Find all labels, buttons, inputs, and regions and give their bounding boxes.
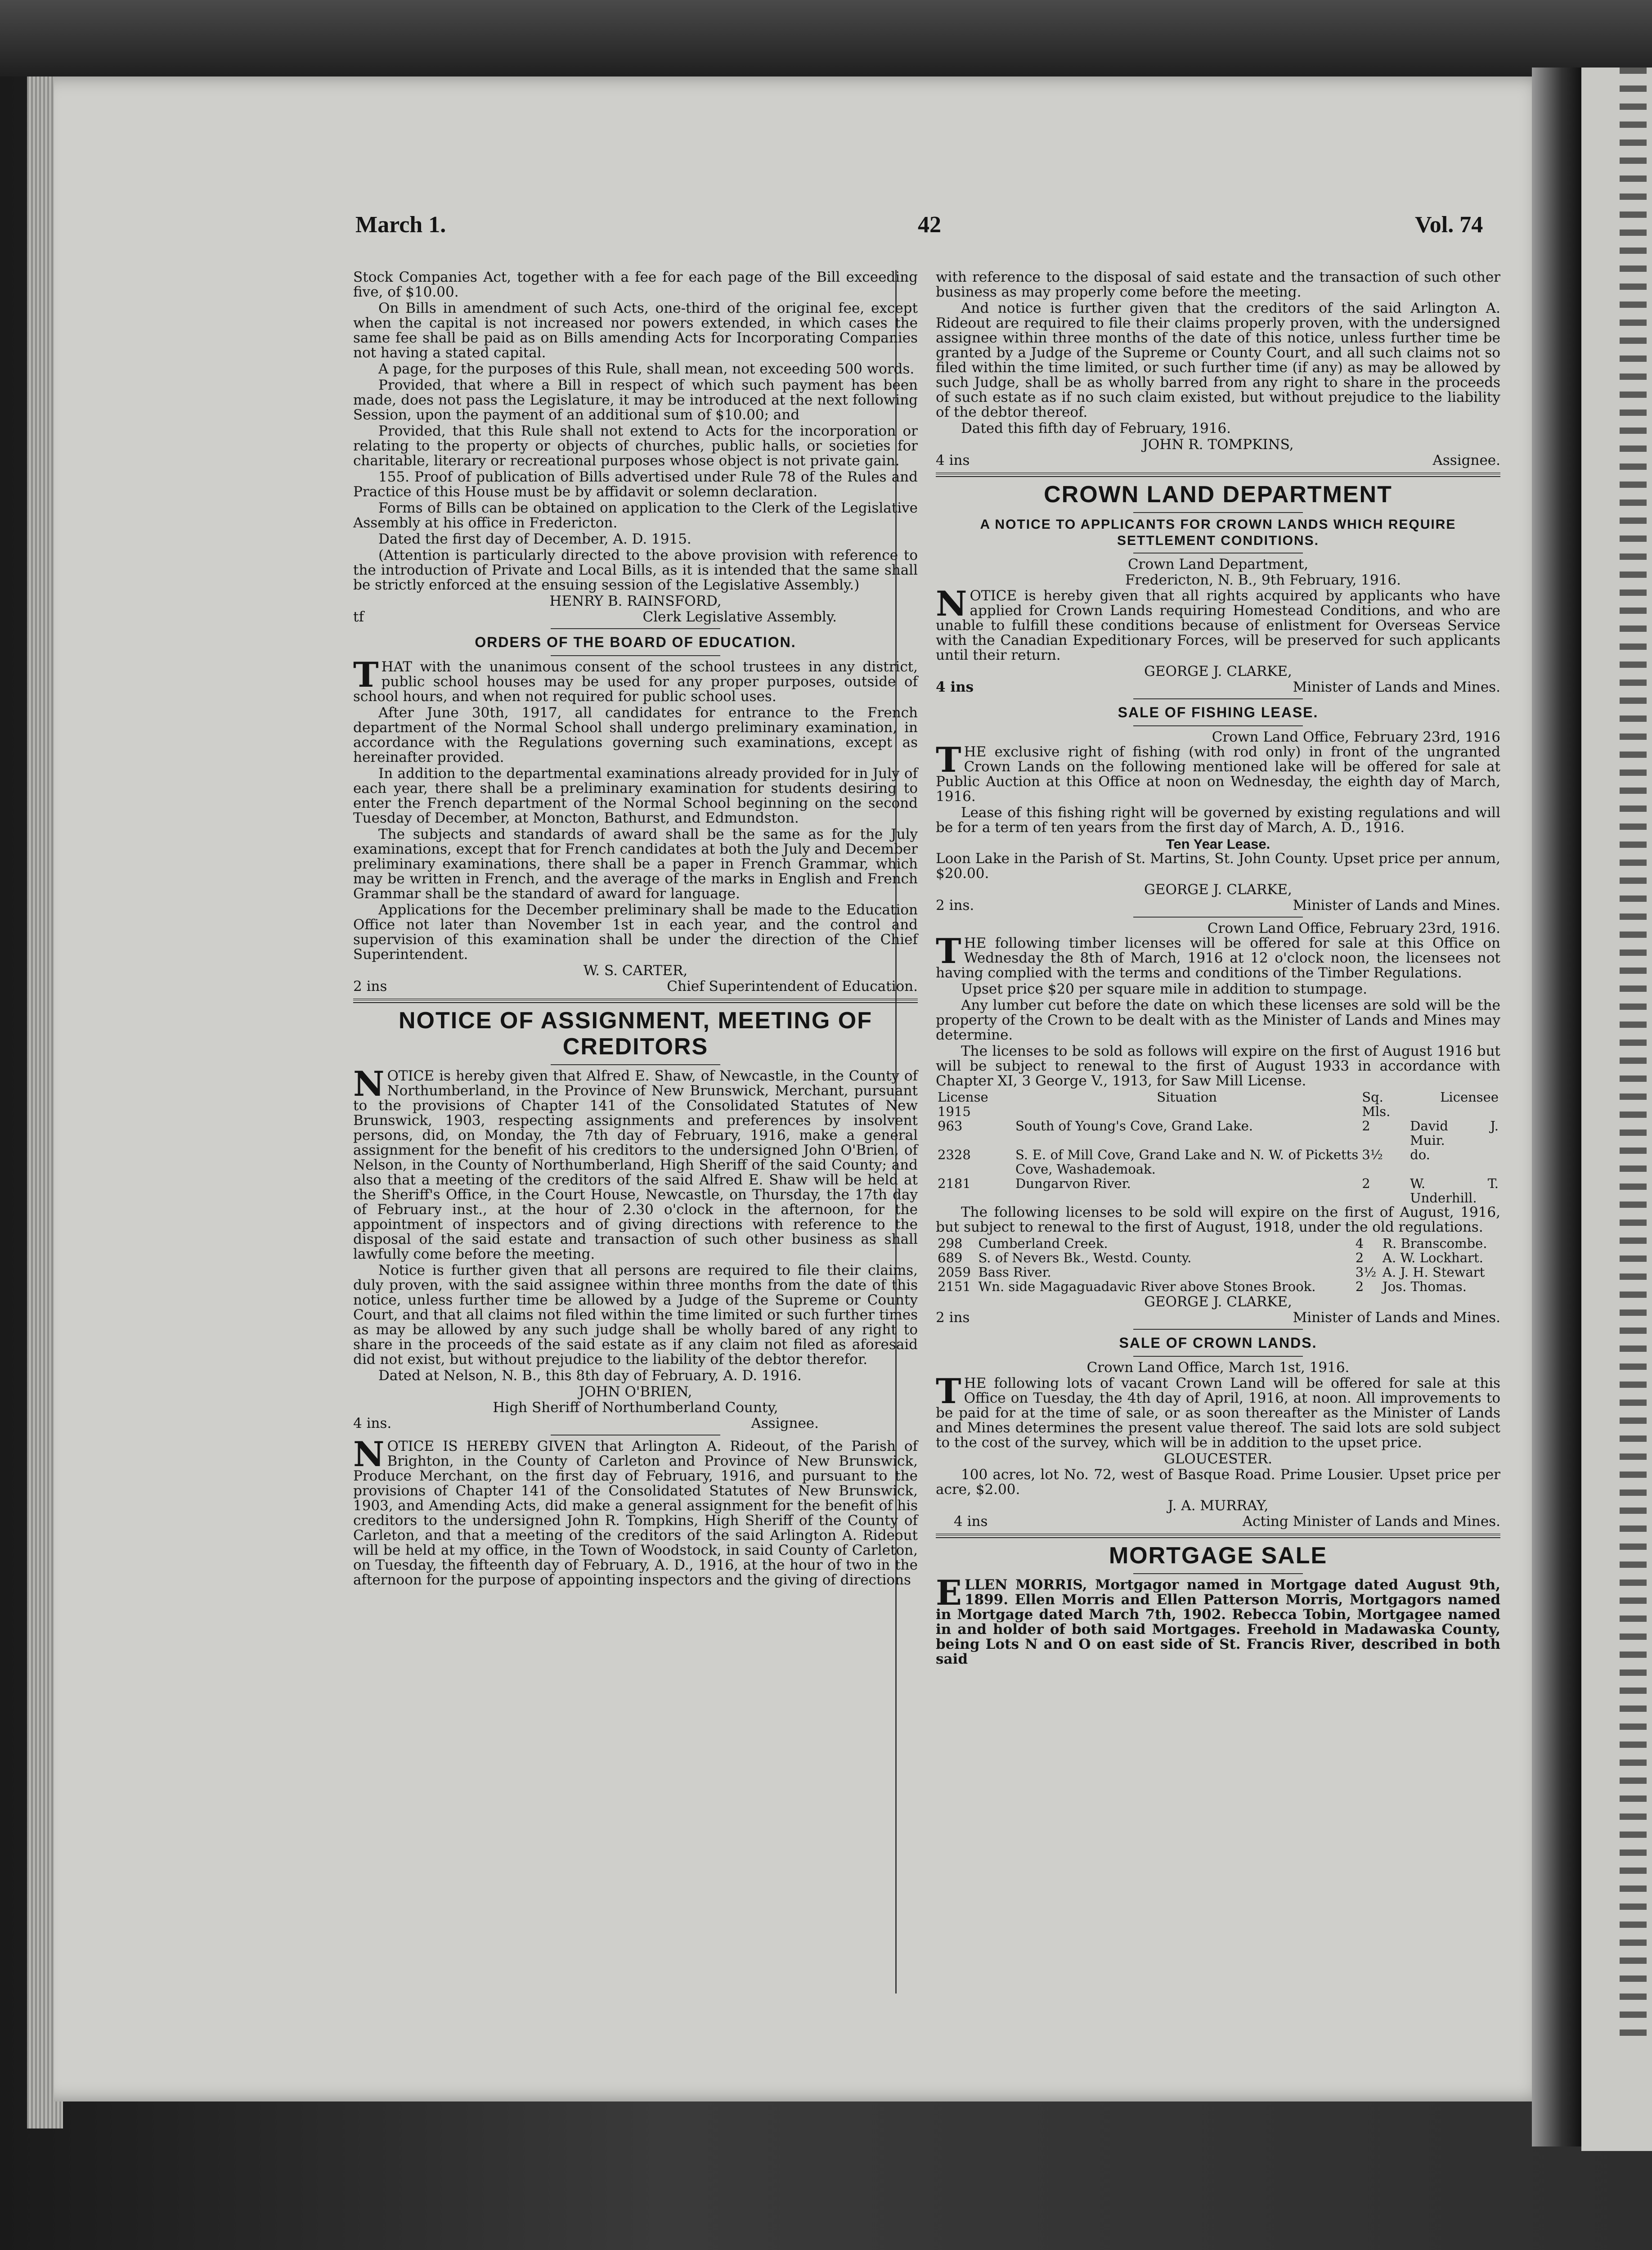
paragraph: Lease of this fishing right will be governed by existing regulations and will be for a term of ten years from the first day of March, A. D., 1916. bbox=[936, 805, 1500, 836]
divider bbox=[1133, 1356, 1303, 1357]
license-table bbox=[936, 1090, 1500, 1205]
scan-top-band bbox=[0, 0, 1652, 76]
divider bbox=[1133, 1329, 1303, 1330]
signature-title: High Sheriff of Northumberland County, bbox=[493, 1400, 778, 1416]
paragraph: Dated at Nelson, N. B., this 8th day of February, A. D. 1916. bbox=[378, 1368, 802, 1384]
divider bbox=[1133, 1573, 1303, 1574]
signature-line bbox=[936, 1514, 1500, 1529]
insertion-count: 4 ins bbox=[954, 1513, 988, 1530]
paragraph: OTICE is hereby given that all rights acquired by applicants who have applied for Crown Lands requiring Homestead Conditions, and who are unable to fulfill these conditions because of enlistment for Overseas Service with the Canadian Expeditionary Forces, will be preserved for such applicants until their return. bbox=[936, 588, 1500, 663]
cell-sqmls: 2 bbox=[1362, 1176, 1370, 1191]
paragraph: The following licenses to be sold will expire on the first of August, 1916, but subject to renewal to the first of August, 1918, under the old regulations. bbox=[936, 1204, 1500, 1235]
drop-cap: T bbox=[353, 655, 379, 695]
signature-line bbox=[353, 979, 918, 994]
signature-line bbox=[936, 1310, 1500, 1325]
cell-situation: Cumberland Creek. bbox=[978, 1236, 1108, 1251]
insertion-count: 4 ins bbox=[936, 452, 970, 468]
column-header: License 1915 bbox=[938, 1089, 988, 1119]
divider bbox=[1133, 553, 1303, 554]
drop-cap: E bbox=[936, 1573, 962, 1613]
signature-name: JOHN R. TOMPKINS, bbox=[1142, 436, 1294, 453]
paragraph: OTICE IS HEREBY GIVEN that Arlington A. Rideout, of the Parish of Brighton, in the County of Carleton and Province of New Brunswick, Produce Merchant, on the first day of February, 1916, and pursuant to the provisions of Chapter 141 of the Consolidated Statutes of New Brunswick, 1903, and Amending Acts, did make a general assignment for the benefit of his creditors to the undersigned John R. Tompkins, High Sheriff of the County of Carleton, and that a meeting of the creditors of the said Arlington A. Rideout will be held at my office, in the Town of Woodstock, in said County of Carleton, on Tuesday, the fifteenth day of February, A. D., 1916, at the hour of two in the afternoon for the purpose of appointing inspectors and the giving of directions bbox=[353, 1438, 918, 1588]
signature-name: GEORGE J. CLARKE, bbox=[1144, 663, 1292, 680]
signature-name: JOHN O'BRIEN, bbox=[579, 1384, 692, 1400]
lease-label: Ten Year Lease. bbox=[1166, 836, 1270, 852]
drop-cap: N bbox=[936, 584, 967, 624]
table-header-row bbox=[936, 1090, 1500, 1119]
cell-licensee: A. W. Lockhart. bbox=[1383, 1250, 1483, 1265]
drop-cap: T bbox=[936, 1371, 961, 1411]
dateline: Fredericton, N. B., 9th February, 1916. bbox=[1125, 572, 1401, 588]
paragraph: In addition to the departmental examinations already provided for in July of each year, there shall be a preliminary examination for students desiring to enter the French department of the Normal School beginning on the second Tuesday of December, at Moncton, Bathurst, and Edmundston. bbox=[353, 765, 918, 826]
left-column bbox=[353, 270, 918, 1589]
signature-role: Assignee. bbox=[751, 1415, 819, 1431]
divider bbox=[551, 1435, 720, 1436]
divider bbox=[551, 1064, 720, 1065]
divider bbox=[1133, 725, 1303, 726]
header-page-number: 42 bbox=[918, 212, 941, 238]
section-heading: MORTGAGE SALE bbox=[1109, 1543, 1328, 1569]
paragraph: 155. Proof of publication of Bills advertised under Rule 78 of the Rules and Practice of this House must be by affidavit or solemn declaration. bbox=[353, 469, 918, 500]
cell-sqmls: 2 bbox=[1362, 1118, 1370, 1134]
cell-situation: Dungarvon River. bbox=[1015, 1176, 1131, 1191]
dateline: Crown Land Office, February 23rd, 1916 bbox=[1212, 729, 1500, 745]
paragraph: Forms of Bills can be obtained on application to the Clerk of the Legislative Assembly at his office in Fredericton. bbox=[353, 500, 918, 531]
paragraph: HE exclusive right of fishing (with rod only) in front of the ungranted Crown Lands on the following mentioned lake will be offered for sale at Public Auction at this Office at noon on Wednesday, the eighth day of March, 1916. bbox=[936, 744, 1500, 805]
drop-cap: N bbox=[353, 1434, 385, 1474]
signature-title: Acting Minister of Lands and Mines. bbox=[1242, 1513, 1500, 1530]
cell-licensee: do. bbox=[1410, 1147, 1430, 1162]
section-heading: ORDERS OF THE BOARD OF EDUCATION. bbox=[475, 634, 796, 650]
paragraph: Loon Lake in the Parish of St. Martins, St. John County. Upset price per annum, $20.00. bbox=[936, 850, 1500, 882]
double-rule bbox=[353, 999, 918, 1003]
section-heading: CROWN LAND DEPARTMENT bbox=[1044, 482, 1392, 508]
cell-licensee: R. Branscombe. bbox=[1383, 1236, 1487, 1251]
cell-sqmls: 3½ bbox=[1362, 1147, 1383, 1162]
paragraph: Applications for the December preliminary shall be made to the Education Office not later than November 1st in each year, and the control and supervision of this examination shall be under the direction of the Chief Superintendent. bbox=[353, 902, 918, 963]
paragraph: And notice is further given that the creditors of the said Arlington A. Rideout are required to file their claims properly proven, with the undersigned assignee within three months of the date of this notice, unless further time be granted by a Judge of the Supreme or County Court, and all such claims not so filed within the time limited, or such further time (if any) as may be allowed by such Judge, shall be as wholly barred from any right to share in the proceeds of such estate as if no such claim existed, but without prejudice to the liability of the debtor thereof. bbox=[936, 300, 1500, 420]
paragraph: The licenses to be sold as follows will expire on the first of August 1916 but will be subject to renewal to the first of August 1933 in accordance with Chapter XI, 3 George V., 1913, for Saw Mill License. bbox=[936, 1043, 1500, 1089]
column-header: Situation bbox=[1157, 1089, 1217, 1105]
table-row bbox=[936, 1148, 1500, 1176]
drop-cap: T bbox=[936, 931, 961, 971]
paragraph: Dated the first day of December, A. D. 1915. bbox=[378, 531, 691, 547]
signature-role: Assignee. bbox=[1432, 452, 1500, 468]
signature-name: W. S. CARTER, bbox=[583, 963, 688, 979]
insertion-count: 4 ins. bbox=[353, 1415, 392, 1431]
paragraph: LLEN MORRIS, Mortgagor named in Mortgage dated August 9th, 1899. Ellen Morris and Ellen Patterson Morris, Mortgagors named in Mortgage dated March 7th, 1902. Rebecca Tobin, Mortgagee named in and holder of both said Mortgages. Freehold in Madawaska County, being Lots N and O on east side of St. Francis River, described in both said bbox=[936, 1577, 1500, 1667]
section-heading: SALE OF FISHING LEASE. bbox=[1118, 704, 1319, 720]
dateline: Crown Land Department, bbox=[1127, 556, 1309, 572]
signature-title: Clerk Legislative Assembly. bbox=[642, 609, 837, 625]
signature-name: HENRY B. RAINSFORD, bbox=[549, 593, 722, 609]
insertion-count: 2 ins bbox=[353, 978, 387, 994]
divider bbox=[1133, 512, 1303, 513]
header-volume: Vol. 74 bbox=[1415, 212, 1483, 238]
drop-cap: N bbox=[353, 1064, 385, 1104]
column-header: Sq. Mls. bbox=[1362, 1089, 1391, 1119]
license-table-2 bbox=[936, 1236, 1500, 1294]
header-date: March 1. bbox=[355, 212, 446, 238]
cell-license: 2181 bbox=[938, 1176, 971, 1191]
signature-line bbox=[936, 898, 1500, 913]
table-row bbox=[936, 1236, 1500, 1251]
dateline: Crown Land Office, March 1st, 1916. bbox=[1086, 1359, 1350, 1376]
insertion-mark: tf bbox=[353, 609, 364, 625]
paragraph: Dated this fifth day of February, 1916. bbox=[961, 420, 1231, 436]
signature-line bbox=[353, 610, 918, 625]
signature-name: GEORGE J. CLARKE, bbox=[1144, 1294, 1292, 1310]
paragraph: OTICE is hereby given that Alfred E. Shaw, of Newcastle, in the County of Northumberland, in the Province of New Brunswick, Merchant, pursuant to the provisions of Chapter 141 of the Consolidated Statutes of New Brunswick, 1903, respecting assignments and preferences by insolvent persons, did, on Monday, the 7th day of February, 1916, make a general assignment for the benefit of his creditors to the undersigned John O'Brien, of Nelson, in the County of Northumberland, High Sheriff of the said County; and also that a meeting of the creditors of the said Alfred E. Shaw will be held at the Sheriff's Office, in the Court House, Newcastle, on Thursday, the 17th day of February inst., at the hour of 2.30 o'clock in the afternoon, for the appointment of inspectors and of giving directions with reference to the disposal of the said estate and transaction of such other business as shall lawfully come before the meeting. bbox=[353, 1068, 918, 1262]
county-heading: GLOUCESTER. bbox=[1164, 1451, 1272, 1467]
cell-situation: S. E. of Mill Cove, Grand Lake and N. W. of Picketts Cove, Washademoak. bbox=[1015, 1147, 1359, 1177]
table-row bbox=[936, 1265, 1500, 1279]
section-heading: NOTICE OF ASSIGNMENT, MEETING OF CREDITORS bbox=[399, 1008, 872, 1060]
cell-sqmls: 3½ bbox=[1355, 1264, 1377, 1280]
cell-licensee: W. T. Underhill. bbox=[1410, 1176, 1499, 1206]
paragraph: Any lumber cut before the date on which these licenses are sold will be the property of the Crown to be dealt with as the Minister of Lands and Mines may determine. bbox=[936, 997, 1500, 1043]
dateline: Crown Land Office, February 23rd, 1916. bbox=[1207, 920, 1500, 936]
section-heading: SALE OF CROWN LANDS. bbox=[1119, 1335, 1317, 1351]
signature-name: J. A. MURRAY, bbox=[1167, 1498, 1269, 1514]
signature-line bbox=[936, 453, 1500, 468]
column-header: Licensee bbox=[1440, 1089, 1499, 1105]
double-rule bbox=[936, 1534, 1500, 1538]
cell-situation: South of Young's Cove, Grand Lake. bbox=[1015, 1118, 1253, 1134]
paragraph: The subjects and standards of award shall be the same as for the July examinations, except that for French candidates at both the July and December preliminary examinations, there shall be a paper in French Grammar, which may be written in French, and the average of the marks in English and French Grammar shall be the standard of award for language. bbox=[353, 826, 918, 902]
paragraph: 100 acres, lot No. 72, west of Basque Road. Prime Lousier. Upset price per acre, $2.00. bbox=[936, 1467, 1500, 1498]
signature-title: Chief Superintendent of Education. bbox=[667, 978, 918, 994]
paragraph: HE following lots of vacant Crown Land will be offered for sale at this Office on Tuesday, the 4th day of April, 1916, at noon. All improvements to be paid for at the time of sale, or as soon thereafter as the Minister of Lands and Mines determines the present value thereof. The said lots are sold subject to the cost of the survey, which will be in addition to the upset price. bbox=[936, 1375, 1500, 1451]
cell-situation: S. of Nevers Bk., Westd. County. bbox=[978, 1250, 1192, 1265]
paragraph: Stock Companies Act, together with a fee for each page of the Bill exceeding five, of $10.00. bbox=[353, 269, 918, 300]
paragraph: Notice is further given that all persons are required to file their claims, duly proven, with the said assignee within three months from the date of this notice, unless further time be allowed by a Judge of the Supreme or County Court, and that all claims not filed within the time limited or such further times as may be allowed by any such judge shall be wholly bared of any right to share in the proceeds of the said estate as if any claim not filed as aforesaid did not exist, but without prejudice to the liability of the debtor therefor. bbox=[353, 1262, 918, 1368]
paragraph: HAT with the unanimous consent of the school trustees in any district, public school houses may be used for any proper purposes, outside of school hours, and when not required for public school uses. bbox=[353, 659, 918, 705]
divider bbox=[551, 628, 720, 629]
cell-license: 2059 bbox=[938, 1264, 971, 1280]
paragraph: Upset price $20 per square mile in addition to stumpage. bbox=[961, 981, 1367, 997]
paragraph: On Bills in amendment of such Acts, one-third of the original fee, except when the capital is not increased nor powers extended, in which cases the same fee shall be paid as on Bills amending Acts for Incorporating Companies not having a stated capital. bbox=[353, 300, 918, 361]
next-page-text-strip bbox=[1620, 68, 1647, 2048]
signature-line bbox=[936, 680, 1500, 695]
paragraph: (Attention is particularly directed to the above provision with reference to the introduction of Private and Local Bills, as it is intended that the same shall be strictly enforced at the ensuing session of the Legislative Assembly.) bbox=[353, 547, 918, 593]
cell-license: 689 bbox=[938, 1250, 963, 1265]
insertion-count: 2 ins bbox=[936, 1310, 970, 1326]
cell-licensee: David J. Muir. bbox=[1410, 1118, 1499, 1148]
paragraph: A page, for the purposes of this Rule, shall mean, not exceeding 500 words. bbox=[378, 361, 915, 377]
cell-sqmls: 4 bbox=[1355, 1236, 1364, 1251]
drop-cap: T bbox=[936, 740, 961, 780]
paragraph: After June 30th, 1917, all candidates for entrance to the French department of the Normal School shall undergo preliminary examination, in accordance with the Regulations governing such examinations, except as hereinafter provided. bbox=[353, 705, 918, 765]
book-spine bbox=[1532, 68, 1581, 2146]
divider bbox=[551, 655, 720, 656]
table-row bbox=[936, 1251, 1500, 1265]
signature-title: Minister of Lands and Mines. bbox=[1293, 679, 1500, 695]
signature-title: Minister of Lands and Mines. bbox=[1293, 897, 1500, 914]
cell-sqmls: 2 bbox=[1355, 1250, 1364, 1265]
section-subheading: A NOTICE TO APPLICANTS FOR CROWN LANDS WHICH REQUIRE SETTLEMENT CONDITIONS. bbox=[980, 517, 1456, 548]
table-row bbox=[936, 1119, 1500, 1148]
cell-license: 298 bbox=[938, 1236, 963, 1251]
insertion-count: 2 ins. bbox=[936, 897, 974, 914]
signature-title: Minister of Lands and Mines. bbox=[1293, 1310, 1500, 1326]
paragraph: Provided, that this Rule shall not extend to Acts for the incorporation or relating to the property or objects of churches, public halls, or societies for charitable, literary or recreational purposes whose object is not private gain. bbox=[353, 423, 918, 469]
paragraph: with reference to the disposal of said estate and the transaction of such other business as may properly come before the meeting. bbox=[936, 269, 1500, 300]
cell-licensee: Jos. Thomas. bbox=[1383, 1279, 1467, 1294]
cell-licensee: A. J. H. Stewart bbox=[1383, 1264, 1485, 1280]
divider bbox=[1133, 698, 1303, 699]
cell-license: 2151 bbox=[938, 1279, 971, 1294]
cell-situation: Wn. side Magaguadavic River above Stones Brook. bbox=[978, 1279, 1316, 1294]
cell-license: 2328 bbox=[938, 1147, 971, 1162]
signature-name: GEORGE J. CLARKE, bbox=[1144, 882, 1292, 898]
cell-sqmls: 2 bbox=[1355, 1279, 1364, 1294]
cell-license: 963 bbox=[938, 1118, 963, 1134]
table-row bbox=[936, 1176, 1500, 1205]
insertion-count: 4 ins bbox=[936, 679, 974, 695]
divider bbox=[1133, 917, 1303, 918]
paragraph: Provided, that where a Bill in respect of which such payment has been made, does not pass the Legislature, it may be introduced at the next following Session, upon the payment of an additional sum of $10.00; and bbox=[353, 377, 918, 423]
right-column bbox=[936, 270, 1500, 1668]
table-row bbox=[936, 1279, 1500, 1294]
double-rule bbox=[936, 472, 1500, 477]
paragraph: HE following timber licenses will be offered for sale at this Office on Wednesday the 8th of March, 1916 at 12 o'clock noon, the licensees not having complied with the terms and conditions of the Timber Regulations. bbox=[936, 935, 1500, 981]
signature-line bbox=[353, 1416, 918, 1431]
cell-situation: Bass River. bbox=[978, 1264, 1051, 1280]
